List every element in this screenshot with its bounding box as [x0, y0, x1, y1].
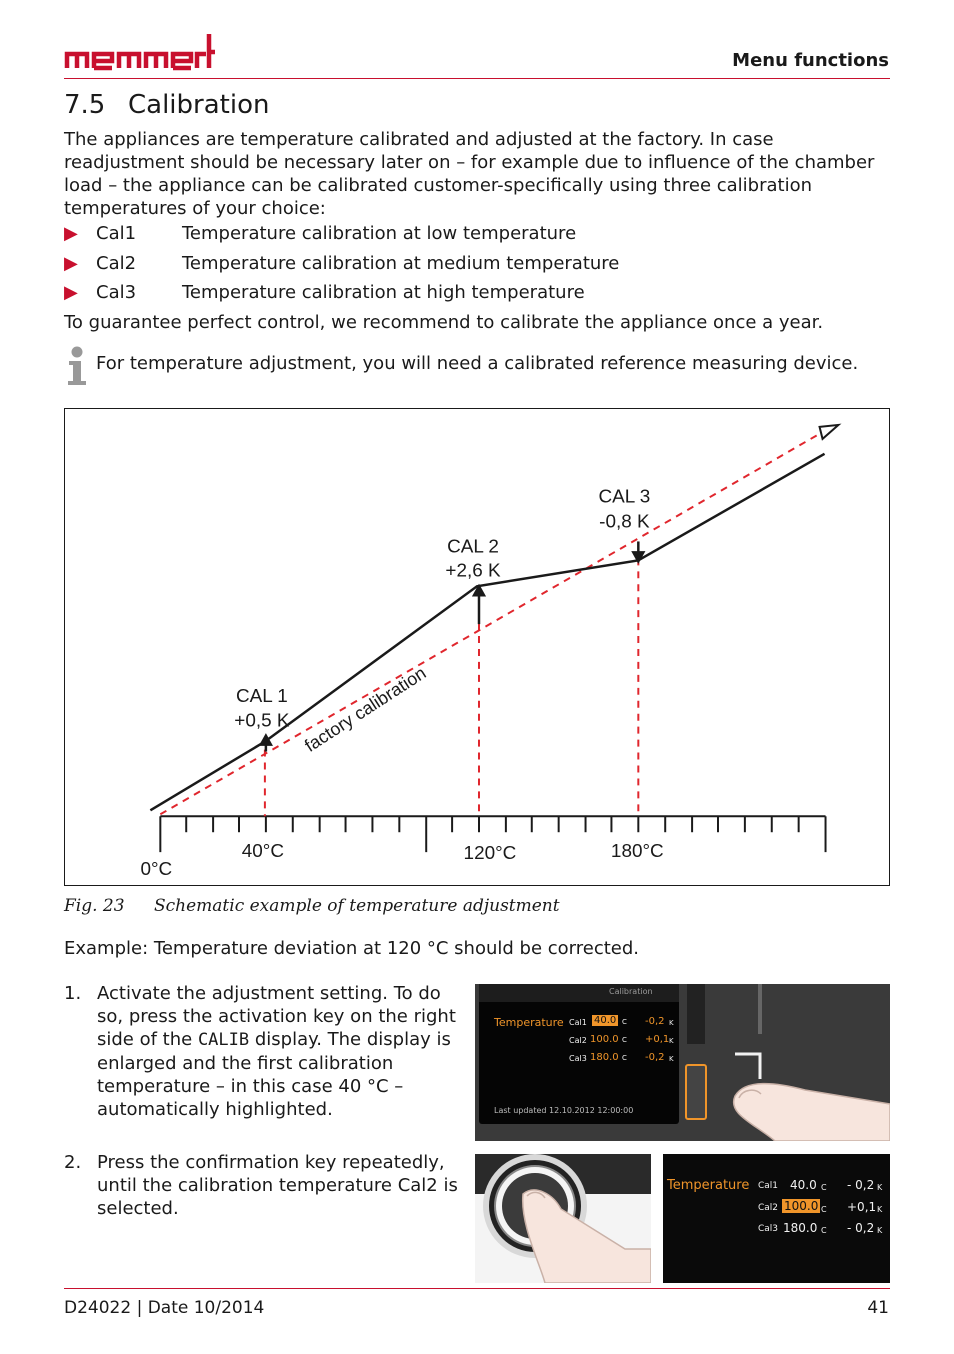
cal2-selected-display [663, 1154, 890, 1283]
screen-cal2-temp-highlighted: 100.0 [784, 1199, 819, 1213]
calib-display-photo [475, 984, 890, 1141]
screen-cal2: Cal2 [758, 1203, 779, 1213]
step-2 [64, 1151, 464, 1220]
footer-document-id: D24022 | Date 10/2014 [64, 1298, 265, 1318]
screen-k: K [669, 1055, 674, 1063]
screen-k: K [877, 1226, 883, 1235]
step-number: 2. [64, 1152, 82, 1173]
screen-label: Temperature [667, 1178, 750, 1193]
screen-k: K [877, 1183, 883, 1192]
figure-caption [64, 896, 560, 916]
intro-paragraph [64, 128, 894, 220]
cal3-name-label: CAL 3 [598, 486, 651, 508]
caption-text: Schematic example of temperature adjustment [154, 896, 560, 916]
header-rule [64, 78, 890, 79]
bullet-cal1 [64, 223, 576, 244]
triangle-bullet-icon: ▶ [64, 253, 78, 274]
tick-label-0c: 0°C [140, 859, 173, 881]
footer-rule [64, 1288, 890, 1289]
screen-cal3: Cal3 [758, 1224, 779, 1234]
screen-label: Temperature [494, 1016, 564, 1029]
device-frame-edge [687, 984, 705, 1044]
factory-line-arrowhead [820, 425, 839, 439]
screen-unit: C [821, 1183, 827, 1192]
screen-k: K [669, 1037, 674, 1045]
step-1 [64, 982, 464, 1121]
info-icon [64, 346, 90, 386]
bullet-cal3 [64, 282, 585, 303]
screen-cal1-temp-highlighted: 40.0 [594, 1015, 617, 1026]
bullet-code: Cal1 [96, 223, 137, 244]
screen-unit: C [821, 1205, 827, 1214]
screen-unit: C [622, 1018, 627, 1026]
screen-cal1: Cal1 [569, 1018, 587, 1027]
bullet-cal2 [64, 253, 619, 274]
example-text: Example: Temperature deviation at 120 °C should be corrected. [64, 938, 640, 959]
finger-pressing-icon [715, 984, 890, 1141]
confirmation-knob-photo [475, 1154, 651, 1283]
screen-cal2: Cal2 [569, 1036, 587, 1045]
calibration-diagram-svg [65, 409, 889, 885]
cal1-value-label: +0,5 K [234, 710, 290, 732]
screen-unit: C [622, 1036, 627, 1044]
activation-key[interactable] [685, 1064, 707, 1120]
factory-calibration-label: factory calibration [300, 662, 430, 756]
corrected-characteristic-line [150, 454, 824, 811]
step-text-pre: Activate the adjustment setting. To do so, press the activation key on the right side of the [97, 983, 456, 1050]
intro-text: The appliances are temperature calibrated and adjusted at the factory. In case readjustment should be necessary later on – for example due to influence of the chamber load – the appliance can be calibrated customer-specifically using three calibration temperatures of your choice: [64, 129, 875, 219]
bullet-text: Temperature calibration at medium temperature [182, 253, 620, 274]
screen-unit: C [622, 1054, 627, 1062]
tick-label-40c: 40°C [241, 841, 285, 863]
factory-calibration-line [160, 431, 824, 814]
memmert-logo [64, 32, 216, 72]
screen-cal1: Cal1 [758, 1181, 779, 1191]
screen-cal1-dev: -0,2 [645, 1016, 665, 1027]
tick-label-120c: 120°C [463, 843, 517, 865]
screen-cal1-temp: 40.0 [790, 1178, 817, 1192]
cal1-name-label: CAL 1 [235, 685, 288, 707]
screen-k: K [877, 1205, 883, 1214]
cal2-name-label: CAL 2 [447, 536, 499, 558]
display-screen [479, 984, 679, 1124]
recommendation-text: To guarantee perfect control, we recommend to calibrate the appliance once a year. [64, 312, 824, 333]
section-heading: Calibration [128, 90, 270, 120]
screen-cal3-dev: -0,2 [645, 1052, 665, 1063]
tick-label-180c: 180°C [610, 841, 664, 863]
bullet-text: Temperature calibration at low temperature [182, 223, 577, 244]
cal3-value-label: -0,8 K [599, 511, 650, 533]
screen-cal2-dev: +0,1 [645, 1034, 670, 1045]
screen-title: Calibration [609, 987, 653, 996]
bullet-code: Cal3 [96, 282, 137, 303]
screen-k: K [669, 1019, 674, 1027]
knob-and-finger-icon [475, 1154, 651, 1283]
screen-cal3-temp: 180.0 [590, 1052, 619, 1063]
page-number: 41 [867, 1298, 889, 1318]
screen-cal3: Cal3 [569, 1054, 587, 1063]
calib-display-name: CALIB [197, 1030, 250, 1050]
step-text: Press the confirmation key repeatedly, until the calibration temperature Cal2 is selected. [97, 1152, 458, 1219]
screen-last-updated: Last updated 12.10.2012 12:00:00 [494, 1106, 634, 1115]
screen-cal1-dev: - 0,2 [847, 1178, 875, 1192]
info-note: For temperature adjustment, you will need a calibrated reference measuring device. [96, 353, 859, 374]
caption-number: Fig. 23 [64, 896, 125, 916]
triangle-bullet-icon: ▶ [64, 282, 78, 303]
header-section-title: Menu functions [732, 50, 889, 71]
screen-cal3-dev: - 0,2 [847, 1221, 875, 1235]
calibration-diagram [64, 408, 890, 886]
cal2-value-label: +2,6 K [445, 560, 501, 582]
bullet-text: Temperature calibration at high temperature [182, 282, 585, 303]
triangle-bullet-icon: ▶ [64, 223, 78, 244]
section-title [64, 90, 269, 120]
calibration-guides [265, 558, 638, 816]
screen-cal2-temp: 100.0 [590, 1034, 619, 1045]
bullet-code: Cal2 [96, 253, 137, 274]
section-number: 7.5 [64, 90, 106, 120]
step-number: 1. [64, 983, 82, 1004]
step-text-post: display. The display is enlarged and the first calibration temperature – in this case 40 °C – automatically highlighted. [97, 1029, 451, 1120]
screen-unit: C [821, 1226, 827, 1235]
screen-cal3-temp: 180.0 [783, 1221, 818, 1235]
screen-cal2-dev: +0,1 [847, 1200, 877, 1214]
step-text [97, 982, 464, 1121]
